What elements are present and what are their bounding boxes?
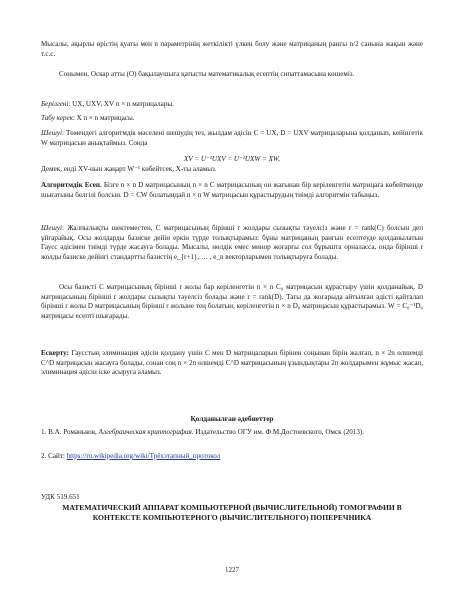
reference-2-link[interactable]: https://ru.wikipedia.org/wiki/Трёхэтапный_протокол: [66, 452, 221, 460]
find-text: : X n × n матрицасы.: [72, 114, 135, 122]
solution2-label: Шешуі: [41, 224, 63, 232]
note-paragraph: [41, 349, 423, 378]
solution-text: : Төмендегі алгоритмдік мәселені шешудің тез, жылдам әдісін C = UX, D = UXV матрицаларына қолданып, кейінгетік W матрицасын анықтаймыз. Сонда: [41, 129, 423, 147]
reference-2: [41, 452, 423, 462]
reference-1-title: Алгебраическая криптография: [98, 428, 192, 436]
reference-1-suffix: . Издательство ОГУ им. Ф.М.Достоевского, Омск (2013).: [191, 428, 364, 436]
reference-1: [41, 428, 423, 438]
reference-2-prefix: 2. Сайт:: [41, 452, 67, 460]
algorithmic-problem-text: Бізге n × n D матрицасының n × n C матрицасының он жағынан бір керіленгетін матрицаға көбейткенде шығатыны белгілі болсын. D = CW болатындай n × n W матрицасын құрастырудың тиімді алгоритмін табыңыз.: [41, 181, 423, 199]
next-article-title: МАТЕМАТИЧЕСКИЙ АППАРАТ КОМПЬЮТЕРНОЙ (ВЫЧИСЛИТЕЛЬНОЙ) ТОМОГРАФИИ В КОНТЕКСТЕ КОМПЬЮТЕРНОГО (ВЫЧИСЛИТЕЛЬНОГО) ПОПЕРЕЧНИКА: [62, 503, 402, 522]
paragraph-transition: Сонымен, Оскар атты (O) бақылаушыға қатысты математикалық есептің сипаттамасына көшеміз.: [59, 70, 355, 78]
udk-code: УДК 519.651: [41, 493, 80, 501]
algorithmic-problem-label: Алгоритмдік Есеп.: [41, 181, 102, 189]
find-line: [41, 114, 423, 124]
note-text: Гаусстың элиминация әдісін қолдану үшін C мен D матрицаларын бірінен соңынан бірін жалғап, n × 2n өлшемді C^D матрицасын жасауға болады, сонан соң n × 2n өлшемді C^D матрицасының ұзындықтары 2n жолдарымен жұмыс жасап, элиминация әдісін іске асыруға аламыз.: [41, 349, 423, 377]
page-number: 1227: [225, 566, 239, 574]
note-label: Ескерту:: [41, 349, 69, 357]
solution2-paragraph: [41, 224, 423, 262]
solution2-text: : Жалпылықты шектеместен, C матрицасының бірінші r жолдары сызықты тәуелсіз және r = rank(C) болсын деп ұйғарайық. Осы жолдарды базиске дейін еркін түрде толықтырамыз: бұны матрицаның рангын есептеуде қолданылатын Гаусс әдісімен тиімді түрде жасауға болады. Мысалы, нөлдік емес минор жоғарғы сол бұрышта орналасса, онда бірінші r жолды базиске дейінгі стандартты базистің e_{r+1}, … , e_n векторларымен толықтыруға болады.: [41, 224, 423, 261]
solution-label: Шешуі: [41, 129, 63, 137]
after-formula-line: Демек, енді XV-нын жаңарт W⁻¹ көбейтсек, X-ты аламыз.: [41, 165, 217, 173]
given-line: [41, 100, 423, 110]
given-text: : UX, UXV, XV n × n матрицалары.: [68, 100, 174, 108]
references-heading: Қолданылған әдебиеттер: [190, 414, 274, 423]
solution-paragraph: [41, 129, 423, 148]
reference-1-prefix: 1. В.А. Романьков,: [41, 428, 99, 436]
algorithmic-problem-paragraph: [41, 181, 423, 200]
basis-paragraph: Осы базисті C матрицасының бірінші r жолы бар керіленгетін n × n C₀ матрицасын құрастыру үшін қолданайық. D матрицасының бірінші r жолдары сызықты тәуелсіз болады және r = rank(D). Тағы да жоғарыда айтылған әдісті қайталап бірінші r жолы D матрицасының бірінші r жолыне тең болатын, керіленгетін n × n D₀ матрицасын құрастырамыз. W = C₀⁻¹D₀ матрицасы есепті шығарады.: [41, 283, 423, 320]
find-label: Табу керек: [41, 114, 73, 122]
formula-line: XV = U⁻¹UXV = U⁻¹UXW = XW,: [184, 155, 280, 163]
given-label: Берілгені: [41, 100, 69, 108]
paragraph-intro: Мысалы, ақырлы өрістің қуаты мен n параметрінің жеткілікті үлкен болу және матрицаның рангы n/2 санына жақын және т.с.с.: [41, 40, 423, 58]
